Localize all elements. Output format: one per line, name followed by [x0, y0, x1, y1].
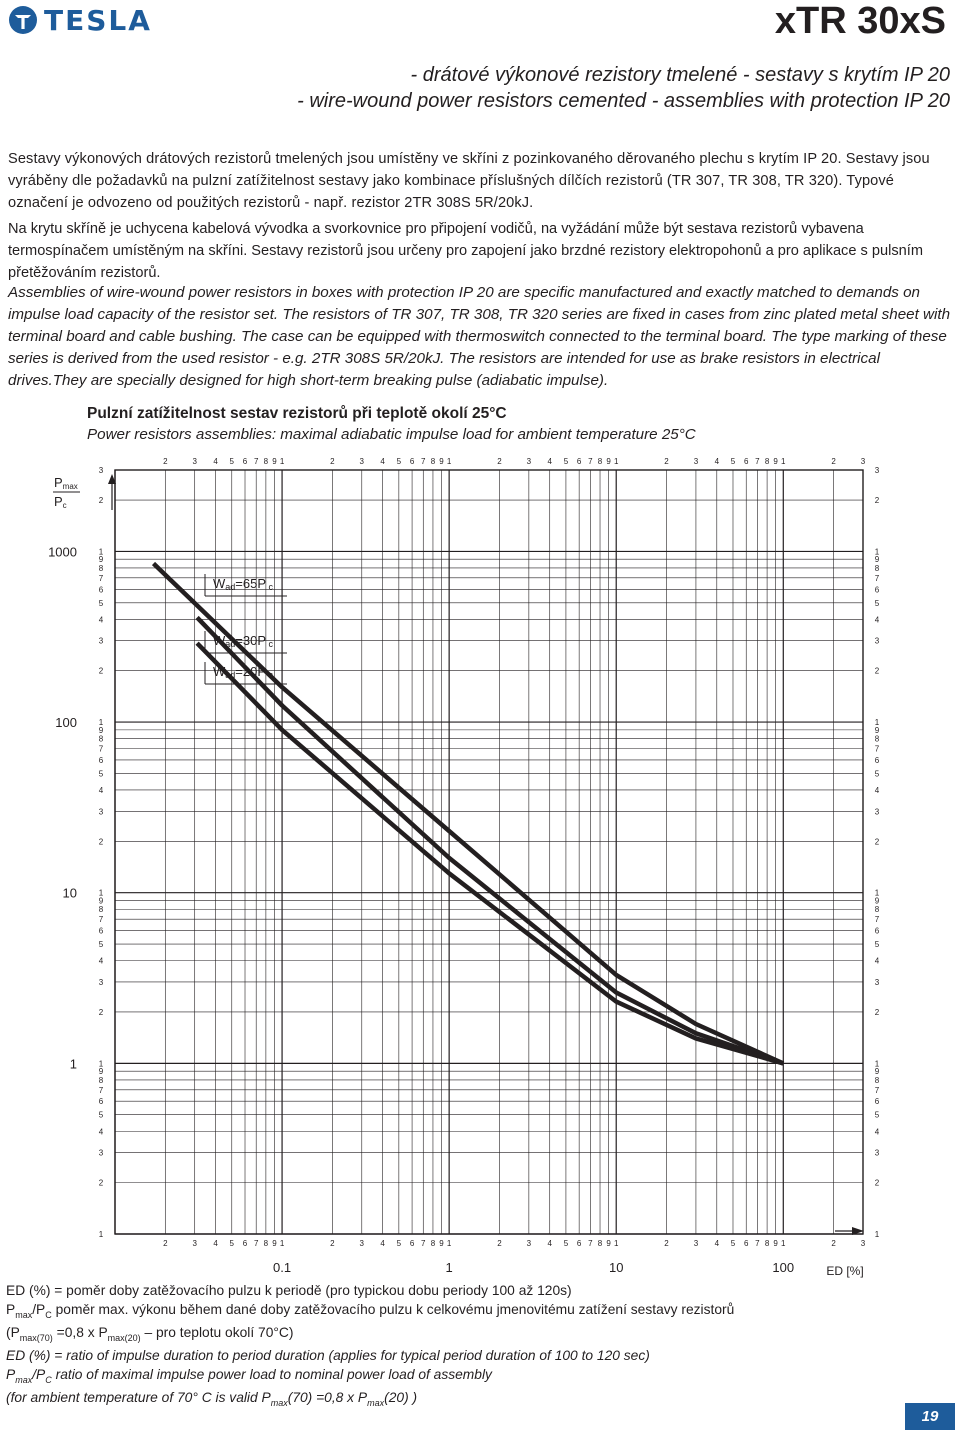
y-axis-label — [53, 474, 116, 510]
tick-mantissa-left: 6 — [98, 585, 104, 595]
tick-mantissa-top: 9 — [606, 457, 611, 466]
tick-mantissa-bottom: 1 — [446, 1239, 452, 1248]
brand-name: TESLA — [44, 3, 152, 37]
tick-mantissa-top: 8 — [597, 457, 603, 466]
tick-mantissa-top: 3 — [526, 457, 532, 466]
product-title: xTR 30xS — [774, 0, 946, 42]
tick-mantissa-right: 9 — [874, 1067, 880, 1077]
tick-mantissa-bottom: 7 — [755, 1239, 760, 1248]
tick-mantissa-top: 9 — [272, 457, 277, 466]
tick-mantissa-bottom: 8 — [430, 1239, 436, 1248]
tick-mantissa-top: 9 — [773, 457, 778, 466]
tick-mantissa-top: 5 — [563, 457, 569, 466]
tick-mantissa-bottom: 6 — [409, 1239, 415, 1248]
tick-mantissa-top: 1 — [446, 457, 452, 466]
tick-mantissa-bottom: 1 — [613, 1239, 619, 1248]
tick-mantissa-top: 4 — [380, 457, 385, 466]
tick-mantissa-top: 5 — [730, 457, 736, 466]
tick-mantissa-top: 2 — [664, 457, 669, 466]
tick-mantissa-top: 4 — [213, 457, 218, 466]
tick-mantissa-left: 3 — [98, 807, 104, 817]
tick-mantissa-right: 5 — [874, 769, 880, 779]
tick-mantissa-right: 4 — [874, 956, 880, 966]
tick-mantissa-left: 7 — [98, 1085, 104, 1095]
tick-mantissa-top: 7 — [755, 457, 760, 466]
tick-mantissa-left: 8 — [98, 734, 104, 744]
tick-mantissa-right: 8 — [874, 1075, 880, 1085]
tick-mantissa-left: 3 — [98, 1148, 104, 1158]
impulse-load-chart — [0, 440, 960, 1280]
tick-mantissa-left: 1 — [98, 547, 104, 557]
note-temp-cz: ($P_{max(70)} =0,8$ x $P_{max(20)}$ – pro teplotu okolí 70°C) — [6, 1324, 294, 1343]
tick-mantissa-left: 3 — [98, 977, 104, 987]
tick-mantissa-right: 9 — [874, 896, 880, 906]
tick-mantissa-top: 7 — [421, 457, 426, 466]
tick-mantissa-left: 7 — [98, 915, 104, 925]
tick-mantissa-top: 4 — [714, 457, 720, 466]
tesla-logo — [8, 4, 152, 36]
tick-mantissa-right: 4 — [874, 785, 880, 795]
tick-mantissa-right: 8 — [874, 563, 880, 573]
tick-mantissa-left: 8 — [98, 1075, 104, 1085]
subtitle-en: - wire-wound power resistors cemented - assemblies with protection IP 20 — [297, 90, 950, 112]
tick-mantissa-left: 9 — [98, 896, 104, 906]
tick-mantissa-right: 6 — [874, 585, 880, 595]
tick-mantissa-bottom: 9 — [773, 1239, 778, 1248]
tick-mantissa-right: 7 — [874, 1085, 880, 1095]
chart-labels — [53, 474, 864, 1278]
tick-mantissa-bottom: 5 — [396, 1239, 402, 1248]
tick-mantissa-bottom: 1 — [279, 1239, 285, 1248]
tick-mantissa-bottom: 8 — [764, 1239, 770, 1248]
tick-mantissa-top: 3 — [693, 457, 699, 466]
tick-mantissa-top: 4 — [547, 457, 552, 466]
tick-mantissa-top: 8 — [764, 457, 770, 466]
tick-mantissa-top: 7 — [253, 457, 259, 466]
tick-mantissa-bottom: 4 — [714, 1239, 720, 1248]
tick-mantissa-left: 2 — [98, 1178, 104, 1188]
tick-mantissa-left: 1 — [98, 1230, 104, 1239]
tick-mantissa-top: 3 — [359, 457, 365, 466]
tick-mantissa-right: 1 — [874, 547, 880, 557]
tick-mantissa-top: 1 — [781, 457, 786, 466]
tick-mantissa-bottom: 5 — [730, 1239, 736, 1248]
note-ratio-cz: $P_{max}/P_C$ poměr max. výkonu během dané doby zatěžovacího pulzu k celkovému jmenovitému zatížení sestavy rezistorů — [6, 1301, 735, 1320]
tick-mantissa-bottom: 2 — [163, 1239, 168, 1248]
tick-mantissa-left: 7 — [98, 744, 104, 754]
tick-mantissa-right: 8 — [874, 905, 880, 915]
note-ed-en: ED (%) = ratio of impulse duration to period duration (applies for typical period duration of 100 to 120 sec) — [6, 1348, 650, 1364]
tick-mantissa-left: 9 — [98, 1067, 104, 1077]
tick-mantissa-right: 4 — [874, 1127, 880, 1137]
tick-mantissa-right: 2 — [874, 496, 880, 506]
tick-mantissa-bottom: 2 — [330, 1239, 335, 1248]
tick-mantissa-top: 7 — [588, 457, 593, 466]
page-number: 19 — [905, 1403, 955, 1430]
tick-mantissa-bottom: 5 — [229, 1239, 235, 1248]
tick-mantissa-right: 2 — [874, 666, 880, 676]
tick-mantissa-right: 7 — [874, 744, 880, 754]
curve-label-text: Wad=20P c — [213, 664, 274, 680]
tick-mantissa-right: 9 — [874, 725, 880, 735]
tick-mantissa-left: 7 — [98, 573, 104, 583]
x-tick-label: 100 — [772, 1260, 795, 1275]
tick-mantissa-left: 6 — [98, 755, 104, 765]
tick-mantissa-bottom: 3 — [359, 1239, 365, 1248]
y-tick-label: 1 — [69, 1056, 77, 1072]
tick-mantissa-bottom: 2 — [497, 1239, 502, 1248]
tick-mantissa-left: 4 — [98, 615, 104, 625]
note-ratio-en: $P_{max}/P_C$ ratio of maximal impulse power load to nominal power load of assembly — [6, 1366, 492, 1385]
tick-mantissa-bottom: 8 — [263, 1239, 269, 1248]
tick-mantissa-bottom: 3 — [526, 1239, 532, 1248]
chart-notes — [6, 1282, 734, 1413]
tick-mantissa-bottom: 9 — [606, 1239, 611, 1248]
tick-mantissa-right: 1 — [874, 718, 880, 728]
tick-mantissa-right: 1 — [874, 1230, 880, 1239]
tick-mantissa-right: 2 — [874, 1007, 880, 1017]
tick-mantissa-right: 3 — [874, 977, 880, 987]
chart-subtitle: Power resistors assemblies: maximal adiabatic impulse load for ambient temperature 25°C — [87, 426, 696, 443]
tick-mantissa-top: 5 — [229, 457, 235, 466]
tick-mantissa-right: 2 — [874, 1178, 880, 1188]
y-tick-label: 10 — [62, 885, 77, 901]
tick-mantissa-left: 2 — [98, 837, 104, 847]
tick-mantissa-right: 7 — [874, 915, 880, 925]
x-tick-label: 10 — [608, 1260, 624, 1275]
x-axis-title: ED [%] — [826, 1264, 864, 1278]
tick-mantissa-top: 9 — [439, 457, 444, 466]
tick-mantissa-left: 8 — [98, 563, 104, 573]
tick-mantissa-left: 8 — [98, 905, 104, 915]
tick-mantissa-bottom: 6 — [743, 1239, 749, 1248]
subtitle-cz: - drátové výkonové rezistory tmelené - sestavy s krytím IP 20 — [410, 64, 950, 86]
tick-mantissa-bottom: 9 — [272, 1239, 277, 1248]
paragraph-en: Assemblies of wire-wound power resistors in boxes with protection IP 20 are specific manufactured and exactly matched to demands on impulse load capacity of the resistor set. The resistors of TR 307, TR 308, TR 320 series are fixed in cases from zinc plated metal sheet with terminal board and cable bushing. The case can be equipped with thermoswitch connected to the terminal board. The type marking of these series is derived from the used resistor - e.g. 2TR 308S 5R/20kJ. The resistors are intended for use as brake resistors in electrical drives.They are specially designed for high short-term breaking pulse (adiabatic impulse). — [8, 284, 951, 389]
tick-mantissa-left: 1 — [98, 1059, 104, 1069]
tick-mantissa-top: 6 — [743, 457, 749, 466]
tick-mantissa-left: 4 — [98, 785, 104, 795]
tick-mantissa-left: 2 — [98, 1007, 104, 1017]
tick-mantissa-right: 7 — [874, 573, 880, 583]
tick-mantissa-left: 5 — [98, 769, 104, 779]
paragraph-cz-1: Sestavy výkonových drátových rezistorů tmelených jsou umístěny ve skříni z pozinkovaného děrovaného plechu s krytím IP 20. Sestavy jsou vyráběny dle požadavků na pulzní zatížitelnost sestavy jako kombinace příslušných dílčích rezistorů (TR 307, TR 308, TR 320). Typové označení je odvozeno od použitých rezistorů - např. rezistor 2TR 308S 5R/20kJ. — [8, 151, 930, 211]
curve-label-text: Wad=65P c — [213, 576, 274, 592]
tick-mantissa-bottom: 7 — [421, 1239, 426, 1248]
tick-mantissa-right: 3 — [874, 807, 880, 817]
tick-mantissa-right: 4 — [874, 615, 880, 625]
tick-mantissa-top: 2 — [163, 457, 168, 466]
tick-mantissa-bottom: 3 — [860, 1239, 866, 1248]
tick-mantissa-right: 3 — [874, 636, 880, 646]
tick-mantissa-left: 5 — [98, 1110, 104, 1120]
y-axis-label-den: Pc — [54, 494, 67, 510]
tick-mantissa-left: 6 — [98, 926, 104, 936]
tick-mantissa-bottom: 2 — [664, 1239, 669, 1248]
tick-mantissa-bottom: 4 — [547, 1239, 552, 1248]
tick-mantissa-right: 3 — [874, 1148, 880, 1158]
tick-mantissa-bottom: 3 — [192, 1239, 197, 1248]
tick-mantissa-bottom: 4 — [380, 1239, 385, 1248]
tick-mantissa-bottom: 6 — [576, 1239, 582, 1248]
tick-mantissa-right: 1 — [874, 888, 880, 898]
tick-mantissa-right: 5 — [874, 598, 880, 608]
tick-mantissa-bottom: 6 — [242, 1239, 248, 1248]
tick-mantissa-left: 2 — [98, 666, 104, 676]
tick-mantissa-right: 8 — [874, 734, 880, 744]
tick-mantissa-left: 1 — [98, 718, 104, 728]
tick-mantissa-right: 6 — [874, 755, 880, 765]
tick-mantissa-top: 6 — [576, 457, 582, 466]
tick-mantissa-left: 6 — [98, 1097, 104, 1107]
tick-mantissa-right: 6 — [874, 1097, 880, 1107]
tesla-emblem-icon — [8, 5, 38, 35]
tick-mantissa-left: 2 — [98, 496, 104, 506]
tick-mantissa-left: 4 — [98, 956, 104, 966]
tick-mantissa-bottom: 9 — [439, 1239, 444, 1248]
tick-mantissa-right: 3 — [874, 466, 880, 475]
chart-title: Pulzní zatížitelnost sestav rezistorů při teplotě okolí 25°C — [87, 405, 507, 422]
tick-mantissa-top: 3 — [860, 457, 866, 466]
tick-mantissa-top: 1 — [613, 457, 619, 466]
tick-mantissa-bottom: 1 — [781, 1239, 786, 1248]
tick-mantissa-left: 5 — [98, 598, 104, 608]
x-tick-label: 1 — [445, 1260, 453, 1275]
curve-label-text: Wad=30P c — [213, 633, 274, 649]
tick-mantissa-left: 4 — [98, 1127, 104, 1137]
tick-mantissa-bottom: 8 — [597, 1239, 603, 1248]
tick-mantissa-top: 2 — [330, 457, 335, 466]
tick-mantissa-bottom: 3 — [693, 1239, 699, 1248]
tick-mantissa-right: 2 — [874, 837, 880, 847]
tick-mantissa-top: 1 — [279, 457, 285, 466]
tick-mantissa-bottom: 7 — [253, 1239, 259, 1248]
tick-mantissa-left: 3 — [98, 636, 104, 646]
tick-mantissa-top: 5 — [396, 457, 402, 466]
tick-mantissa-left: 9 — [98, 725, 104, 735]
tick-mantissa-top: 6 — [409, 457, 415, 466]
tick-mantissa-top: 6 — [242, 457, 248, 466]
tick-mantissa-left: 9 — [98, 555, 104, 565]
y-tick-label: 100 — [55, 715, 77, 731]
note-temp-en: (for ambient temperature of 70° C is valid $P_{max}(70) =0,8$ x $P_{max}(20)$ ) — [6, 1390, 418, 1408]
tick-mantissa-top: 8 — [263, 457, 269, 466]
tick-mantissa-left: 5 — [98, 940, 104, 950]
tick-mantissa-bottom: 2 — [831, 1239, 836, 1248]
y-tick-label: 1000 — [48, 544, 77, 560]
tick-mantissa-bottom: 5 — [563, 1239, 569, 1248]
tick-mantissa-bottom: 7 — [588, 1239, 593, 1248]
tick-mantissa-left: 1 — [98, 888, 104, 898]
tick-mantissa-top: 3 — [192, 457, 197, 466]
note-ed-cz: ED (%) = poměr doby zatěžovacího pulzu k periodě (pro typickou dobu periody 100 až 120s) — [6, 1283, 572, 1298]
tick-mantissa-right: 1 — [874, 1059, 880, 1069]
tick-mantissa-right: 5 — [874, 1110, 880, 1120]
tick-mantissa-right: 5 — [874, 940, 880, 950]
tick-mantissa-top: 2 — [497, 457, 502, 466]
x-tick-label: 0.1 — [273, 1260, 292, 1275]
y-axis-label-num: Pmax — [54, 475, 78, 491]
tick-mantissa-right: 9 — [874, 555, 880, 565]
tick-mantissa-bottom: 4 — [213, 1239, 218, 1248]
paragraph-cz-2: Na krytu skříně je uchycena kabelová vývodka a svorkovnice pro připojení vodičů, na vyžádání může být sestava rezistorů vybavena termospínačem umístěným na skříni. Sestavy rezistorů jsou určeny pro zapojení jako brzdné rezistory elektropohonů a pro aplikace s pulsním přetěžováním rezistorů. — [8, 221, 923, 281]
tick-mantissa-top: 2 — [831, 457, 836, 466]
tick-mantissa-left: 3 — [98, 466, 104, 475]
tick-mantissa-top: 8 — [430, 457, 436, 466]
tick-mantissa-right: 6 — [874, 926, 880, 936]
